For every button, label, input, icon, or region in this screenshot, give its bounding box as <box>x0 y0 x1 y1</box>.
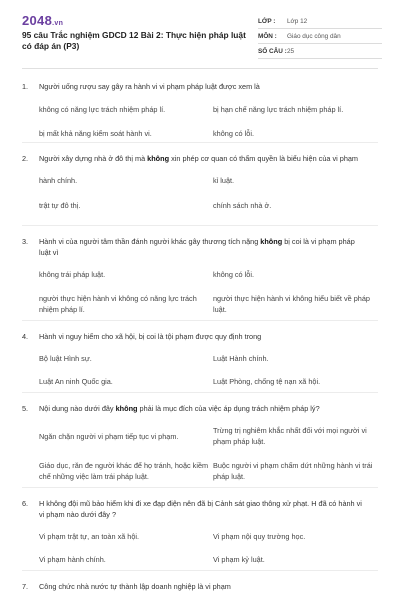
question-text: Công chức nhà nước tự thành lập doanh nghiệp là vi phạm <box>39 582 231 591</box>
answer-option-a[interactable]: Vi phạm trật tự, an toàn xã hội. <box>39 532 140 541</box>
answer-option-c[interactable]: Giáo dục, răn đe người khác để họ tránh, hoặc kiềm chế những việc làm trái pháp luật. <box>39 461 209 481</box>
answer-options <box>39 258 378 328</box>
answer-option-b[interactable]: không có lỗi. <box>213 270 254 279</box>
meta-info-table <box>258 14 382 59</box>
answer-option-c[interactable]: người thực hiện hành vi không có năng lực trách nhiệm pháp lí. <box>39 294 197 314</box>
logo-text: 2048 <box>22 13 53 28</box>
question-text: Nội dung nào dưới đây không phải là mục đích của việc áp dụng trách nhiệm pháp lý? <box>39 404 320 413</box>
question-text: Người uống rượu say gây ra hành vi vi phạm pháp luật được xem là <box>39 82 260 91</box>
answer-option-a[interactable]: Ngăn chặn người vi phạm tiếp tục vi phạm. <box>39 432 179 441</box>
question-1 <box>22 81 378 140</box>
question-text: Hành vi của người tâm thần đánh người khác gây thương tích nặng không bị coi là vi phạm pháp luật vì <box>39 237 355 257</box>
question-separator <box>22 320 378 321</box>
page-title: 95 câu Trắc nghiệm GDCD 12 Bài 2: Thực hiện pháp luật có đáp án (P3) <box>22 30 246 51</box>
answer-option-a[interactable]: Bộ luật Hình sự. <box>39 354 92 363</box>
question-7 <box>22 581 378 592</box>
question-2 <box>22 153 378 212</box>
question-number: 3. <box>22 237 29 246</box>
answer-options <box>39 164 378 212</box>
question-number: 6. <box>22 499 29 508</box>
question-text: H không đội mũ bảo hiểm khi đi xe đạp điện nên đã bị Cảnh sát giao thông xử phạt. H đã có hành vi vi phạm nào dưới đây ? <box>39 499 362 519</box>
site-logo[interactable] <box>22 13 63 28</box>
answer-option-d[interactable]: người thực hiện hành vi không hiểu biết về pháp luật. <box>213 294 370 314</box>
question-separator <box>22 142 378 143</box>
answer-option-c[interactable]: Vi phạm hành chính. <box>39 555 106 564</box>
meta-label: SỐ CÂU : <box>258 47 287 55</box>
question-4 <box>22 331 378 390</box>
header-divider <box>22 68 378 69</box>
answer-option-d[interactable]: Vi phạm kỷ luật. <box>213 555 265 564</box>
answer-option-b[interactable]: bị hạn chế năng lực trách nhiệm pháp lí. <box>213 105 344 114</box>
question-text: Hành vi nguy hiểm cho xã hội, bị coi là tội phạm được quy định trong <box>39 332 262 341</box>
meta-value: Lớp 12 <box>287 17 308 25</box>
meta-row-class <box>258 14 382 29</box>
question-5 <box>22 403 378 494</box>
question-number: 4. <box>22 332 29 341</box>
question-number: 1. <box>22 82 29 91</box>
answer-option-a[interactable]: không có năng lực trách nhiệm pháp lí. <box>39 105 166 114</box>
answer-options <box>39 520 378 568</box>
question-3 <box>22 236 378 328</box>
answer-option-c[interactable]: trật tự đô thị. <box>39 201 81 210</box>
meta-label: MÔN : <box>258 32 277 40</box>
question-number: 7. <box>22 582 29 591</box>
question-number: 5. <box>22 404 29 413</box>
meta-row-question-count <box>258 44 382 59</box>
answer-option-d[interactable]: Buộc người vi phạm chấm dứt những hành vi trái pháp luật. <box>213 461 373 481</box>
question-separator <box>22 570 378 571</box>
answer-option-d[interactable]: Luật Phòng, chống tệ nạn xã hội. <box>213 377 321 386</box>
answer-option-a[interactable]: không trái pháp luật. <box>39 270 106 279</box>
meta-label: LỚP : <box>258 17 276 25</box>
question-6 <box>22 498 378 568</box>
page-header <box>0 0 400 66</box>
answer-option-b[interactable]: Trừng trị nghiêm khắc nhất đối với mọi người vi phạm pháp luật. <box>213 426 367 446</box>
answer-option-b[interactable]: Vi phạm nội quy trường học. <box>213 532 306 541</box>
answer-options <box>39 342 378 390</box>
meta-row-subject <box>258 29 382 44</box>
answer-option-d[interactable]: không có lỗi. <box>213 129 254 138</box>
answer-option-a[interactable]: hành chính. <box>39 176 78 185</box>
answer-option-c[interactable]: Luật An ninh Quốc gia. <box>39 377 113 386</box>
answer-option-c[interactable]: bị mất khả năng kiểm soát hành vi. <box>39 129 152 138</box>
meta-value: Giáo dục công dân <box>287 32 341 40</box>
answer-option-b[interactable]: Luật Hành chính. <box>213 354 269 363</box>
meta-value: 25 <box>287 47 295 55</box>
question-number: 2. <box>22 154 29 163</box>
answer-options <box>39 92 378 140</box>
question-text: Người xây dựng nhà ở đô thị mà không xin phép cơ quan có thẩm quyền là biểu hiện của vi phạm <box>39 154 359 163</box>
logo-suffix: .vn <box>52 20 64 27</box>
answer-options <box>39 414 378 494</box>
question-separator <box>22 487 378 488</box>
question-separator <box>22 225 378 226</box>
answer-option-b[interactable]: kỉ luật. <box>213 176 235 185</box>
answer-option-d[interactable]: chính sách nhà ở. <box>213 201 272 210</box>
question-separator <box>22 392 378 393</box>
